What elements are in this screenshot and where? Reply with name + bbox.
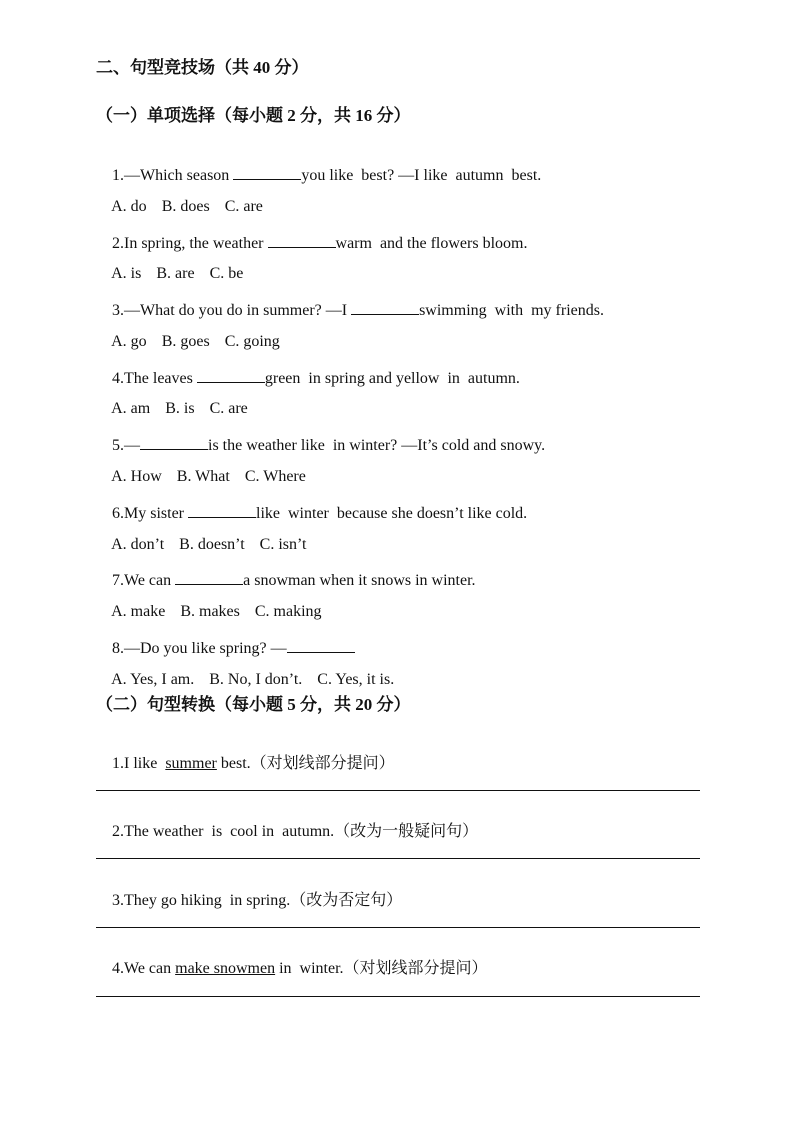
answer-blank[interactable]: [268, 231, 336, 248]
question-text: 1.—Which season: [112, 167, 234, 184]
underlined-phrase: make snowmen: [175, 960, 276, 977]
transform-question-2: [96, 802, 478, 862]
section2-title: （二）句型转换（每小题 5 分，共 20 分）: [96, 695, 411, 714]
transform-question-4: [96, 939, 488, 999]
answer-line[interactable]: [96, 996, 700, 997]
option-b[interactable]: B. are: [156, 265, 195, 282]
option-b[interactable]: B. makes: [180, 603, 240, 620]
question-text: 6.My sister: [112, 505, 188, 522]
option-c[interactable]: C. making: [254, 603, 322, 620]
question-text: 4.We can: [112, 960, 176, 977]
option-c[interactable]: C. Where: [244, 468, 306, 485]
option-b[interactable]: B. does: [161, 198, 210, 215]
option-c[interactable]: C. are: [224, 198, 263, 215]
option-c[interactable]: C. isn’t: [259, 536, 307, 553]
option-a[interactable]: A. Yes, I am.: [111, 671, 195, 688]
question-text: 3.—What do you do in summer? —I: [112, 302, 352, 319]
answer-line[interactable]: [96, 927, 700, 928]
question-text: 4.The leaves: [112, 370, 197, 387]
question-text: 2.In spring, the weather: [112, 235, 268, 252]
option-a[interactable]: A. How: [111, 468, 162, 485]
option-b[interactable]: B. goes: [161, 333, 210, 350]
option-a[interactable]: A. go: [111, 333, 147, 350]
answer-line[interactable]: [96, 858, 700, 859]
question-text: a snowman when it snows in winter.: [243, 572, 476, 589]
question-text: you like best? —I like autumn best.: [301, 167, 542, 184]
option-a[interactable]: A. is: [111, 265, 142, 282]
question-text: in winter.（对划线部分提问）: [275, 960, 488, 977]
option-a[interactable]: A. am: [111, 400, 151, 417]
option-b[interactable]: B. No, I don’t.: [209, 671, 303, 688]
question-text: is the weather like in winter? —It’s cold and snowy.: [208, 437, 546, 454]
option-c[interactable]: C. are: [209, 400, 248, 417]
option-c[interactable]: C. going: [224, 333, 280, 350]
question-text: swimming with my friends.: [419, 302, 604, 319]
underlined-phrase: summer: [165, 755, 217, 772]
question-text: like winter because she doesn’t like cold.: [256, 505, 528, 522]
question-text: best.（对划线部分提问）: [216, 755, 395, 772]
question-text: green in spring and yellow in autumn.: [264, 370, 520, 387]
section1-title: （一）单项选择（每小题 2 分，共 16 分）: [96, 106, 411, 125]
question-text: 3.They go hiking in spring.（改为否定句）: [112, 892, 403, 909]
part-title: 二、句型竞技场（共 40 分）: [96, 58, 309, 77]
question-text: 7.We can: [112, 572, 176, 589]
transform-question-1: [96, 734, 395, 794]
option-b[interactable]: B. What: [176, 468, 230, 485]
question-text: 8.—Do you like spring? —: [112, 640, 287, 657]
option-c[interactable]: C. Yes, it is.: [317, 671, 395, 688]
answer-blank[interactable]: [351, 298, 419, 315]
option-a[interactable]: A. do: [111, 198, 147, 215]
question-text: warm and the flowers bloom.: [335, 235, 528, 252]
option-b[interactable]: B. doesn’t: [179, 536, 245, 553]
option-b[interactable]: B. is: [165, 400, 195, 417]
question-text: 5.—: [112, 437, 140, 454]
answer-line[interactable]: [96, 790, 700, 791]
transform-question-3: [96, 871, 402, 931]
option-c[interactable]: C. be: [209, 265, 244, 282]
question-text: 2.The weather is cool in autumn.（改为一般疑问句）: [112, 823, 479, 840]
option-a[interactable]: A. make: [111, 603, 166, 620]
question-text: 1.I like: [112, 755, 166, 772]
option-a[interactable]: A. don’t: [111, 536, 165, 553]
